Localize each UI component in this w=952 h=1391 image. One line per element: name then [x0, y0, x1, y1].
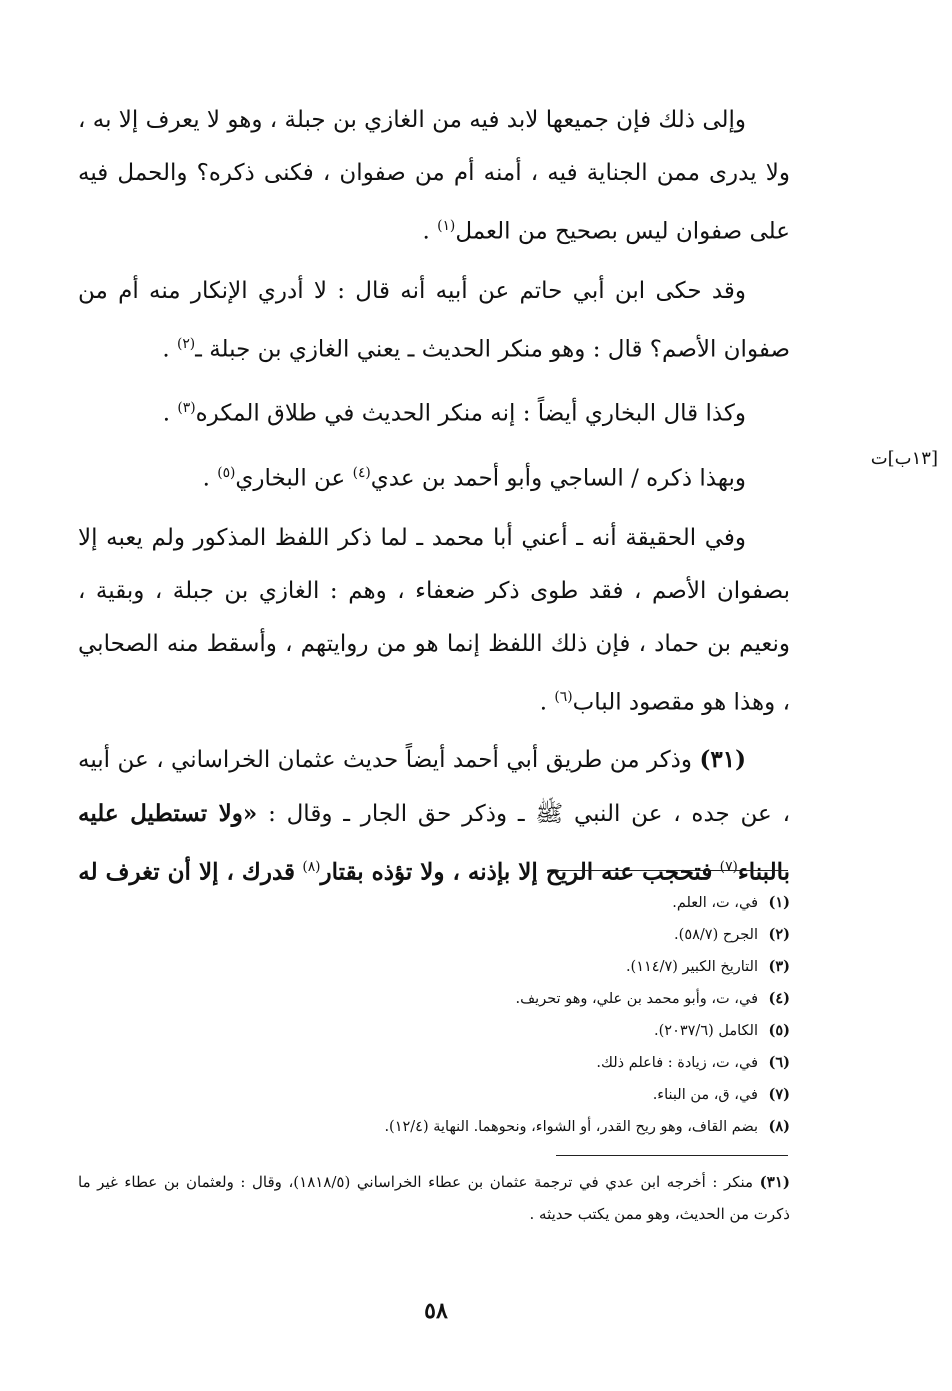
footnote-text: في، ت، وأبو محمد بن علي، وهو تحريف. — [515, 991, 758, 1007]
footnote-text: في، ق، من البناء. — [652, 1087, 758, 1103]
footnote-number: (٦) — [768, 1054, 790, 1071]
period: . — [162, 400, 171, 427]
manuscript-folio-marker: [١٣ب]ت — [870, 448, 938, 469]
footnote — [78, 983, 790, 1015]
footnote — [78, 919, 790, 951]
footnote-text: في، ت، زيادة : فاعلم ذلك. — [596, 1055, 758, 1071]
period: . — [202, 465, 210, 492]
footnote-number: (١) — [768, 894, 790, 911]
footnote-number: (٥) — [768, 1022, 790, 1039]
footnote-ref[interactable]: (٨) — [302, 859, 321, 876]
footnote-ref[interactable]: (١) — [437, 218, 456, 234]
hadith-text: وذكر من طريق أبي أحمد أيضاً حديث عثمان الخراساني ، عن أبيه ، عن جده ، عن النبي ﷺ ـ وذكر حق الجار ـ وقال : — [78, 747, 790, 828]
paragraph-text: وبهذا ذكره / الساجي وأبو أحمد بن عدي — [370, 465, 746, 492]
hadith-quote: قدرك ، إلا أن تغرف له — [78, 858, 296, 886]
page-number: ٥٨ — [424, 1298, 448, 1324]
paragraph-3 — [78, 382, 790, 441]
footnote-text: في، ت، العلم. — [672, 895, 758, 911]
footnote — [78, 1015, 790, 1047]
footnote-text: بضم القاف، وهو ريح القدر، أو الشواء، ونحوهما. النهاية (١٢/٤). — [384, 1119, 758, 1135]
footnote-separator — [556, 870, 788, 871]
takhrij-number: (٣١) — [759, 1173, 790, 1191]
paragraph-text: وكذا قال البخاري أيضاً : إنه منكر الحديث في طلاق المكره — [195, 400, 746, 427]
hadith-quote: فتحجب عنه الريح إلا بإذنه ، ولا تؤذه بقتار — [320, 858, 713, 886]
footnote-ref[interactable]: (٣) — [177, 400, 196, 417]
footnote — [78, 1079, 790, 1111]
paragraph-text: وفي الحقيقة أنه ـ أعني أبا محمد ـ لما ذكر اللفظ المذكور ولم يعبه إلا بصفوان الأصم ، فقد طوى ذكر ضعفاء ، وهم : الغازي بن جبلة ، وبقية ، ونعيم بن حماد ، فإن ذلك اللفظ إنما هو من روايتهم ، وأسقط منه الصحابي ، وهذا هو مقصود الباب — [78, 524, 790, 716]
footnote — [78, 951, 790, 983]
footnote-text: التاريخ الكبير (١١٤/٧). — [625, 959, 758, 975]
footnote-ref[interactable]: (٦) — [554, 688, 573, 705]
footnote-text: الجرح (٥٨/٧). — [674, 927, 758, 943]
paragraph-1 — [78, 94, 790, 259]
main-text — [78, 94, 790, 900]
footnote — [78, 1047, 790, 1079]
takhrij-separator — [556, 1155, 788, 1156]
footnote-ref[interactable]: (٢) — [176, 335, 196, 352]
footnote — [78, 887, 790, 919]
paragraph-2 — [78, 265, 790, 377]
hadith-quote: «ولا تستطيل عليه بالبناء — [78, 800, 790, 886]
footnote-number: (٤) — [768, 990, 790, 1007]
paragraph-5 — [78, 512, 790, 730]
period: . — [539, 689, 548, 716]
footnote-number: (٧) — [768, 1086, 790, 1103]
footnote-number: (٣) — [768, 958, 790, 975]
footnote-number: (٢) — [768, 926, 790, 943]
footnotes — [78, 887, 790, 1143]
footnote-number: (٨) — [768, 1118, 790, 1135]
period: . — [162, 336, 170, 363]
period: . — [422, 218, 430, 245]
footnote-ref[interactable]: (٥) — [217, 464, 236, 481]
paragraph-4 — [78, 447, 790, 506]
paragraph-text: وقد حكى ابن أبي حاتم عن أبيه أنه قال : لا أدري الإنكار منه أم من صفوان الأصم؟ قال : وهو منكر الحديث ـ يعني الغازي بن جبلة ـ — [78, 277, 790, 363]
paragraph-text: وإلى ذلك فإن جميعها لابد فيه من الغازي بن جبلة ، وهو لا يعرف إلا به ، ولا يدرى ممن الجناية فيه ، أمنه أم من صفوان ، فكنى ذكره؟ والحمل فيه على صفوان ليس بصحيح من العمل — [78, 107, 790, 245]
footnote-ref[interactable]: (٧) — [719, 859, 738, 876]
footnote — [78, 1111, 790, 1143]
hadith-31 — [78, 733, 790, 900]
hadith-number: (٣١) — [699, 746, 746, 774]
paragraph-tail: عن البخاري — [235, 465, 346, 492]
footnote-text: الكامل (٢٠٣٧/٦). — [654, 1023, 758, 1039]
takhrij-note — [78, 1166, 790, 1230]
footnote-ref[interactable]: (٤) — [352, 464, 371, 481]
takhrij-text: منكر : أخرجه ابن عدي في ترجمة عثمان بن عطاء الخراساني (١٨١٨/٥)، وقال : ولعثمان بن عطاء غير ما ذكرت من الحديث، وهو ممن يكتب حديثه . — [78, 1173, 790, 1223]
